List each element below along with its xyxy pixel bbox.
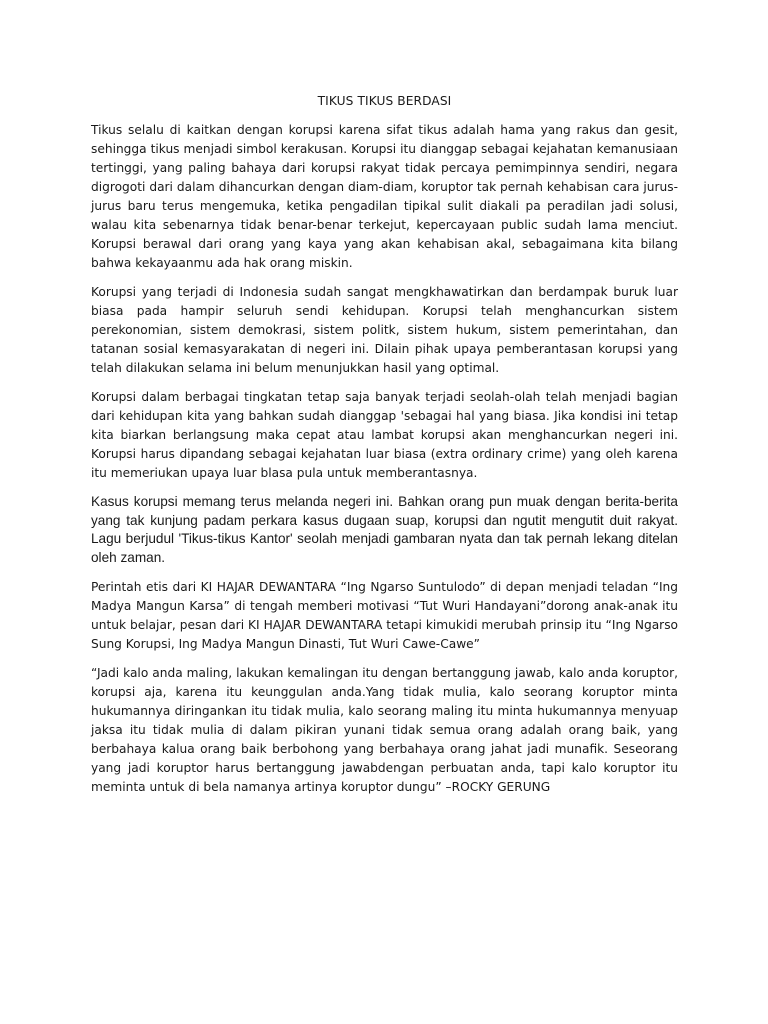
paragraph-tikus-korupsi: Tikus selalu di kaitkan dengan korupsi karena sifat tikus adalah hama yang rakus dan gesit, sehingga tikus menjadi simbol kerakusan. Korupsi itu dianggap sebagai kejahatan kemanusiaan tertinggi, yang paling bahaya dari korupsi rakyat tidak percaya pemimpinnya sendiri, negara digrogoti dari dalam dihancurkan dengan diam-diam, koruptor tak pernah kehabisan cara jurus-jurus baru terus mengemuka, ketika pengadilan tipikal sulit diakali pa peradilan jadi solusi, walau kita sebenarnya tidak benar-benar terkejut, kepercayaan public sudah lama menciut. Korupsi berawal dari orang yang kaya yang akan kehabisan akal, sebagaimana kita bilang bahwa kekayaanmu ada hak orang miskin. xyxy=(91,123,678,270)
document-body xyxy=(91,92,678,807)
document-title: TIKUS TIKUS BERDASI xyxy=(317,94,452,108)
paragraph-tingkatan-korupsi: Korupsi dalam berbagai tingkatan tetap saja banyak terjadi seolah-olah telah menjadi bagian dari kehidupan kita yang bahkan sudah dianggap 'sebagai hal yang biasa. Jika kondisi ini tetap kita biarkan berlangsung maka cepat atau lambat korupsi akan menghancurkan negeri ini. Korupsi harus dipandang sebagai kejahatan luar biasa (extra ordinary crime) yang oleh karena itu memeriukan upaya luar blasa pula untuk memberantasnya. xyxy=(91,390,678,480)
paragraph-ki-hajar-dewantara: Perintah etis dari KI HAJAR DEWANTARA “Ing Ngarso Suntulodo” di depan menjadi teladan “Ing Madya Mangun Karsa” di tengah memberi motivasi “Tut Wuri Handayani”dorong anak-anak itu untuk belajar, pesan dari KI HAJAR DEWANTARA tetapi kimukidi merubah prinsip itu “Ing Ngarso Sung Korupsi, Ing Madya Mangun Dinasti, Tut Wuri Cawe-Cawe” xyxy=(91,580,678,651)
paragraph-korupsi-indonesia: Korupsi yang terjadi di Indonesia sudah sangat mengkhawatirkan dan berdampak buruk luar biasa pada hampir seluruh sendi kehidupan. Korupsi telah menghancurkan sistem perekonomian, sistem demokrasi, sistem politk, sistem hukum, sistem pemerintahan, dan tatanan sosial kemasyarakatan di negeri ini. Dilain pihak upaya pemberantasan korupsi yang telah dilakukan selama ini belum menunjukkan hasil yang optimal. xyxy=(91,285,678,375)
paragraph-kasus-korupsi: Kasus korupsi memang terus melanda negeri ini. Bahkan orang pun muak dengan berita-berita yang tak kunjung padam perkara kasus dugaan suap, korupsi dan ngutit mengutit duit rakyat. Lagu berjudul 'Tikus-tikus Kantor' seolah menjadi gambaran nyata dan tak pernah lekang ditelan oleh zaman. xyxy=(91,494,678,565)
paragraph-quote-rocky-gerung: “Jadi kalo anda maling, lakukan kemalingan itu dengan bertanggung jawab, kalo anda koruptor, korupsi aja, karena itu keunggulan anda.Yang tidak mulia, kalo seorang koruptor minta hukumannya diringankan itu tidak mulia, kalo seorang maling itu minta hukumannya menyuap jaksa itu tidak mulia di dalam pikiran yunani tidak semua orang adalah orang baik, yang berbahaya kalua orang baik berbohong yang berbahaya orang jahat jadi munafik. Seseorang yang jadi koruptor harus bertanggung jawabdengan perbuatan anda, tapi kalo koruptor itu meminta untuk di bela namanya artinya koruptor dungu” –ROCKY GERUNG xyxy=(91,666,678,794)
